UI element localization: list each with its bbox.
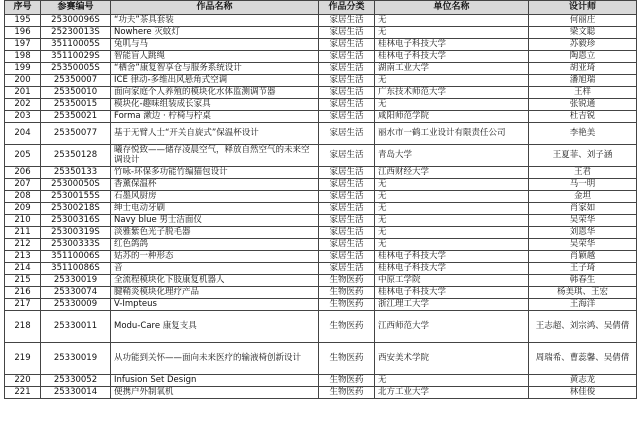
cell-designer: 王君 xyxy=(529,167,637,179)
cell-id: 25350015 xyxy=(41,99,111,111)
cell-no: 203 xyxy=(5,111,41,123)
cell-name: 香薰保温杯 xyxy=(111,179,319,191)
cell-unit: 无 xyxy=(375,215,529,227)
cell-name: 音 xyxy=(111,263,319,275)
table-row xyxy=(5,311,637,343)
table-row xyxy=(5,239,637,251)
cell-id: 25230013S xyxy=(41,27,111,39)
cell-name: Nowhere 灭蚊灯 xyxy=(111,27,319,39)
cell-name: ICE 律动-多维出风悬角式空调 xyxy=(111,75,319,87)
cell-id: 25350007 xyxy=(41,75,111,87)
cell-no: 208 xyxy=(5,191,41,203)
cell-category: 生物医药 xyxy=(319,287,375,299)
cell-designer: 潘旭瑞 xyxy=(529,75,637,87)
table-row xyxy=(5,343,637,375)
cell-no: 214 xyxy=(5,263,41,275)
cell-designer: 周瑞希、曹蕊馨、吴倩倩 xyxy=(529,343,637,375)
cell-no: 215 xyxy=(5,275,41,287)
cell-no: 198 xyxy=(5,51,41,63)
cell-id: 25330052 xyxy=(41,375,111,387)
cell-no: 202 xyxy=(5,99,41,111)
cell-designer: 吴荣华 xyxy=(529,215,637,227)
cell-id: 25300155S xyxy=(41,191,111,203)
cell-designer: 王志超、刘宗鸿、吴倩倩 xyxy=(529,311,637,343)
cell-no: 205 xyxy=(5,145,41,167)
cell-category: 家居生活 xyxy=(319,227,375,239)
cell-no: 211 xyxy=(5,227,41,239)
cell-no: 195 xyxy=(5,15,41,27)
table-body xyxy=(5,15,637,399)
cell-no: 206 xyxy=(5,167,41,179)
cell-designer: 梁文聪 xyxy=(529,27,637,39)
cell-no: 204 xyxy=(5,123,41,145)
cell-no: 207 xyxy=(5,179,41,191)
cell-designer: 马一明 xyxy=(529,179,637,191)
table-row xyxy=(5,227,637,239)
cell-category: 家居生活 xyxy=(319,215,375,227)
cell-unit: 青岛大学 xyxy=(375,145,529,167)
cell-no: 216 xyxy=(5,287,41,299)
table-row xyxy=(5,87,637,99)
cell-designer: 肖家如 xyxy=(529,203,637,215)
cell-designer: 陶恩立 xyxy=(529,51,637,63)
cell-no: 209 xyxy=(5,203,41,215)
cell-name: 面向家庭个人养殖的模块化水体监测调节器 xyxy=(111,87,319,99)
cell-name: 曦存悦致——储存凌晨空气，释放自然空气的未来空调设计 xyxy=(111,145,319,167)
cell-category: 家居生活 xyxy=(319,123,375,145)
cell-category: 家居生活 xyxy=(319,191,375,203)
table-row xyxy=(5,275,637,287)
col-header-designer: 设计师 xyxy=(529,1,637,15)
cell-no: 221 xyxy=(5,387,41,399)
cell-unit: 无 xyxy=(375,191,529,203)
cell-category: 生物医药 xyxy=(319,375,375,387)
cell-category: 家居生活 xyxy=(319,179,375,191)
cell-name: Infusion Set Design xyxy=(111,375,319,387)
cell-unit: 浙江理工大学 xyxy=(375,299,529,311)
cell-id: 25350077 xyxy=(41,123,111,145)
cell-category: 家居生活 xyxy=(319,87,375,99)
cell-id: 25300319S xyxy=(41,227,111,239)
cell-id: 25300050S xyxy=(41,179,111,191)
cell-name: 淡雅紫色光子脱毛器 xyxy=(111,227,319,239)
col-header-id: 参赛编号 xyxy=(41,1,111,15)
cell-designer: 肖颖越 xyxy=(529,251,637,263)
cell-category: 生物医药 xyxy=(319,299,375,311)
cell-id: 35110005S xyxy=(41,39,111,51)
cell-unit: 桂林电子科技大学 xyxy=(375,251,529,263)
cell-id: 25330019 xyxy=(41,343,111,375)
cell-name: 从功能到关怀——面向未来医疗的输液椅创新设计 xyxy=(111,343,319,375)
cell-designer: 王样 xyxy=(529,87,637,99)
table-row xyxy=(5,145,637,167)
cell-unit: 江西财经大学 xyxy=(375,167,529,179)
cell-category: 家居生活 xyxy=(319,263,375,275)
cell-no: 201 xyxy=(5,87,41,99)
cell-category: 生物医药 xyxy=(319,343,375,375)
cell-no: 210 xyxy=(5,215,41,227)
cell-no: 213 xyxy=(5,251,41,263)
cell-name: 智能盲人跳绳 xyxy=(111,51,319,63)
cell-unit: 桂林电子科技大学 xyxy=(375,39,529,51)
cell-designer: 刘恩华 xyxy=(529,227,637,239)
cell-no: 220 xyxy=(5,375,41,387)
table-row xyxy=(5,299,637,311)
table-row xyxy=(5,123,637,145)
table-row xyxy=(5,75,637,87)
cell-category: 生物医药 xyxy=(319,275,375,287)
table-row xyxy=(5,287,637,299)
cell-id: 25350128 xyxy=(41,145,111,167)
cell-designer: 苏毅珍 xyxy=(529,39,637,51)
cell-unit: 无 xyxy=(375,227,529,239)
cell-name: 便携户外制氧机 xyxy=(111,387,319,399)
cell-designer: 黄志龙 xyxy=(529,375,637,387)
cell-designer: 杨美琪、王宏 xyxy=(529,287,637,299)
cell-name: 竹咏-环保多功能竹编猫包设计 xyxy=(111,167,319,179)
results-table xyxy=(4,0,637,399)
cell-name: 模块化-趣味组装成长家具 xyxy=(111,99,319,111)
cell-unit: 无 xyxy=(375,203,529,215)
cell-id: 35110086S xyxy=(41,263,111,275)
cell-name: V-Impteus xyxy=(111,299,319,311)
cell-category: 家居生活 xyxy=(319,145,375,167)
cell-category: 生物医药 xyxy=(319,311,375,343)
cell-unit: 无 xyxy=(375,179,529,191)
cell-unit: 中原工学院 xyxy=(375,275,529,287)
cell-id: 25330009 xyxy=(41,299,111,311)
cell-category: 家居生活 xyxy=(319,203,375,215)
table-row xyxy=(5,203,637,215)
cell-id: 25330014 xyxy=(41,387,111,399)
cell-category: 生物医药 xyxy=(319,387,375,399)
cell-no: 217 xyxy=(5,299,41,311)
cell-unit: 桂林电子科技大学 xyxy=(375,287,529,299)
table-row xyxy=(5,387,637,399)
cell-category: 家居生活 xyxy=(319,27,375,39)
cell-category: 家居生活 xyxy=(319,111,375,123)
cell-category: 家居生活 xyxy=(319,99,375,111)
cell-category: 家居生活 xyxy=(319,75,375,87)
table-row xyxy=(5,27,637,39)
cell-unit: 桂林电子科技大学 xyxy=(375,263,529,275)
table-row xyxy=(5,179,637,191)
table-row xyxy=(5,263,637,275)
table-row xyxy=(5,251,637,263)
table-row xyxy=(5,51,637,63)
cell-id: 25330074 xyxy=(41,287,111,299)
cell-unit: 西安美术学院 xyxy=(375,343,529,375)
cell-category: 家居生活 xyxy=(319,239,375,251)
cell-category: 家居生活 xyxy=(319,39,375,51)
cell-id: 25330011 xyxy=(41,311,111,343)
cell-unit: 广东技术师范大学 xyxy=(375,87,529,99)
cell-unit: 无 xyxy=(375,75,529,87)
cell-id: 25350005S xyxy=(41,63,111,75)
cell-id: 25350133 xyxy=(41,167,111,179)
cell-designer: 杜吉锐 xyxy=(529,111,637,123)
table-row xyxy=(5,375,637,387)
cell-designer: 胡亚琦 xyxy=(529,63,637,75)
cell-designer: 王海洋 xyxy=(529,299,637,311)
cell-designer: 何丽庄 xyxy=(529,15,637,27)
cell-unit: 无 xyxy=(375,375,529,387)
cell-id: 35110029S xyxy=(41,51,111,63)
cell-unit: 无 xyxy=(375,239,529,251)
cell-designer: 金坦 xyxy=(529,191,637,203)
cell-no: 212 xyxy=(5,239,41,251)
table-row xyxy=(5,215,637,227)
cell-name: 基于无臂人士“开关自旋式”保温杯设计 xyxy=(111,123,319,145)
cell-category: 家居生活 xyxy=(319,63,375,75)
table-row xyxy=(5,111,637,123)
cell-unit: 无 xyxy=(375,27,529,39)
cell-unit: 丽水市一鹤工业设计有限责任公司 xyxy=(375,123,529,145)
col-header-unit: 单位名称 xyxy=(375,1,529,15)
cell-category: 家居生活 xyxy=(319,15,375,27)
col-header-category: 作品分类 xyxy=(319,1,375,15)
cell-designer: 王子琦 xyxy=(529,263,637,275)
cell-name: 兔叽与马 xyxy=(111,39,319,51)
cell-no: 218 xyxy=(5,311,41,343)
cell-unit: 桂林电子科技大学 xyxy=(375,51,529,63)
table-row xyxy=(5,99,637,111)
table-row xyxy=(5,63,637,75)
cell-unit: 咸阳师范学院 xyxy=(375,111,529,123)
cell-name: Forma 漱边 · 柠椅与柠桌 xyxy=(111,111,319,123)
cell-designer: 张锐通 xyxy=(529,99,637,111)
cell-designer: 李艳美 xyxy=(529,123,637,145)
cell-id: 25300218S xyxy=(41,203,111,215)
cell-id: 25300333S xyxy=(41,239,111,251)
cell-name: 石墨风厨房 xyxy=(111,191,319,203)
cell-category: 家居生活 xyxy=(319,251,375,263)
table-row xyxy=(5,191,637,203)
cell-name: Navy blue 男士洁面仪 xyxy=(111,215,319,227)
cell-id: 25350021 xyxy=(41,111,111,123)
cell-designer: 王夏菲、刘子涵 xyxy=(529,145,637,167)
cell-name: 姑苏的一种形态 xyxy=(111,251,319,263)
cell-unit: 北方工业大学 xyxy=(375,387,529,399)
header-row xyxy=(5,1,637,15)
cell-id: 25330019 xyxy=(41,275,111,287)
table-row xyxy=(5,39,637,51)
cell-no: 199 xyxy=(5,63,41,75)
cell-unit: 江西师范大学 xyxy=(375,311,529,343)
cell-id: 35110006S xyxy=(41,251,111,263)
col-header-no: 序号 xyxy=(5,1,41,15)
cell-name: “栖舍”康复智享仓与服务系统设计 xyxy=(111,63,319,75)
cell-name: 红色鸽鸽 xyxy=(111,239,319,251)
cell-id: 25300096S xyxy=(41,15,111,27)
table-row xyxy=(5,167,637,179)
cell-name: 绅士电动牙刷 xyxy=(111,203,319,215)
cell-id: 25350010 xyxy=(41,87,111,99)
cell-name: Modu-Care 康复支具 xyxy=(111,311,319,343)
cell-id: 25300316S xyxy=(41,215,111,227)
cell-designer: 吴荣华 xyxy=(529,239,637,251)
cell-unit: 无 xyxy=(375,15,529,27)
cell-name: 全流程模块化下肢康复机器人 xyxy=(111,275,319,287)
cell-name: 腱鞘炎模块化理疗产品 xyxy=(111,287,319,299)
cell-no: 219 xyxy=(5,343,41,375)
col-header-name: 作品名称 xyxy=(111,1,319,15)
table-row xyxy=(5,15,637,27)
cell-unit: 湖南工业大学 xyxy=(375,63,529,75)
cell-no: 200 xyxy=(5,75,41,87)
cell-category: 家居生活 xyxy=(319,167,375,179)
cell-no: 196 xyxy=(5,27,41,39)
cell-unit: 无 xyxy=(375,99,529,111)
cell-designer: 韩春生 xyxy=(529,275,637,287)
cell-category: 家居生活 xyxy=(319,51,375,63)
cell-designer: 林佳俊 xyxy=(529,387,637,399)
cell-name: “功夫”茶具套装 xyxy=(111,15,319,27)
cell-no: 197 xyxy=(5,39,41,51)
